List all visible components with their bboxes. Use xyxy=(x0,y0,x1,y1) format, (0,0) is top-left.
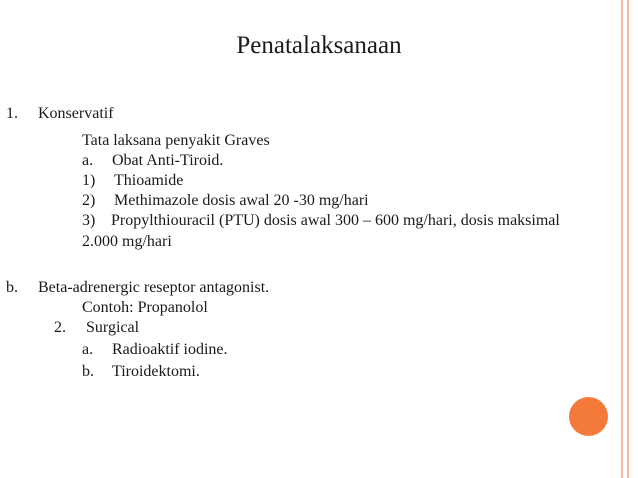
list-text: Tiroidektomi. xyxy=(112,363,200,380)
list-number: b. xyxy=(6,279,18,296)
list-number: 2) xyxy=(82,192,96,209)
list-text: 2.000 mg/hari xyxy=(82,233,172,250)
list-text: Obat Anti-Tiroid. xyxy=(112,152,224,169)
list-text: Surgical xyxy=(86,319,140,336)
list-text: Beta-adrenergic reseptor antagonist. xyxy=(38,279,270,296)
list-text: Contoh: Propanolol xyxy=(82,299,208,316)
list-text: Propylthiouracil (PTU) dosis awal 300 – 600 mg/hari, dosis maksimal xyxy=(111,212,560,229)
list-number: 2. xyxy=(54,319,66,336)
list-text: Radioaktif iodine. xyxy=(112,341,228,358)
list-number: 1) xyxy=(82,172,96,189)
list-item-graves xyxy=(82,131,270,151)
list-text: Tata laksana penyakit Graves xyxy=(82,132,270,149)
slide-title: Penatalaksanaan xyxy=(236,32,402,59)
list-number: 1. xyxy=(6,105,18,122)
list-text: Konservatif xyxy=(38,105,114,122)
list-item-surgical xyxy=(54,318,139,338)
list-item-contoh xyxy=(82,298,208,318)
right-decorative-rule-inner xyxy=(627,0,629,478)
list-item-obat-anti-tiroid xyxy=(82,151,223,171)
list-item-thioamide xyxy=(82,171,183,191)
list-item-propylthiouracil xyxy=(82,211,560,231)
list-item-tiroidektomi xyxy=(82,362,200,382)
list-item-methimazole xyxy=(82,191,369,211)
list-item-radioaktif xyxy=(82,340,228,360)
right-decorative-rule-outer xyxy=(621,0,623,478)
list-item-continuation xyxy=(82,232,172,252)
list-item-konservatif xyxy=(6,104,114,124)
list-number: a. xyxy=(82,152,94,169)
list-text: Thioamide xyxy=(114,172,184,189)
list-number: b. xyxy=(82,363,94,380)
list-number: a. xyxy=(82,341,94,358)
list-text: Methimazole dosis awal 20 -30 mg/hari xyxy=(114,192,369,209)
orange-circle-decoration xyxy=(569,397,608,436)
list-number: 3) xyxy=(82,212,96,229)
list-item-beta-adrenergic xyxy=(6,278,269,298)
